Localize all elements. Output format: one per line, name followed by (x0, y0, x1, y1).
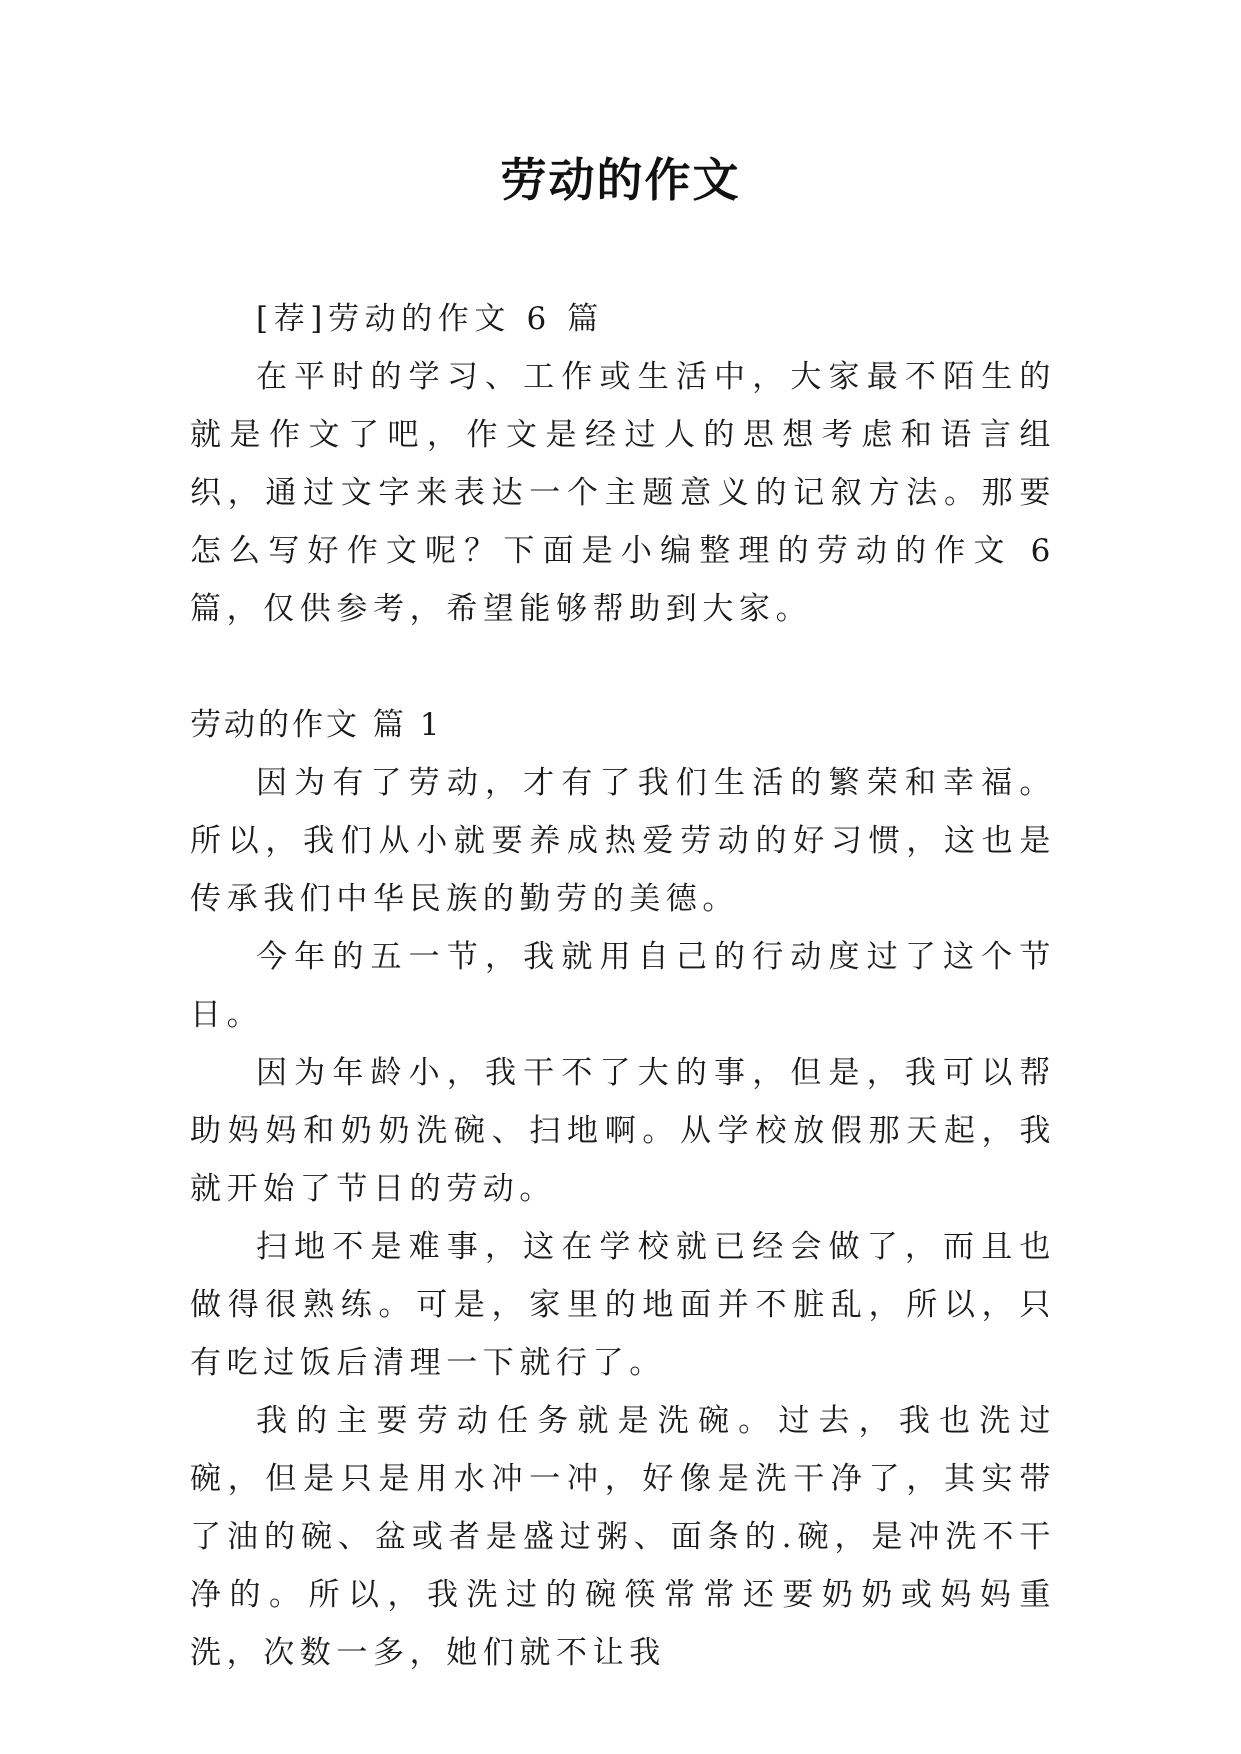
body-paragraph: 我的主要劳动任务就是洗碗。过去，我也洗过碗，但是只是用水冲一冲，好像是洗干净了，其实带了油的碗、盆或者是盛过粥、面条的.碗，是冲洗不干净的。所以，我洗过的碗筷常常还要奶奶或妈妈重洗，次数一多，她们就不让我 (190, 1403, 1056, 1671)
section-heading: 劳动的作文 篇 1 (190, 707, 443, 743)
body-paragraph: 今年的五一节，我就用自己的行动度过了这个节日。 (190, 939, 1056, 1033)
body-paragraph: 因为年龄小，我干不了大的事，但是，我可以帮助妈妈和奶奶洗碗、扫地啊。从学校放假那天起，我就开始了节日的劳动。 (190, 1055, 1056, 1207)
body-paragraph: 扫地不是难事，这在学校就已经会做了，而且也做得很熟练。可是，家里的地面并不脏乱，所以，只有吃过饭后清理一下就行了。 (190, 1229, 1056, 1381)
document-body (190, 290, 1056, 1682)
document-subtitle: [荐]劳动的作文 6 篇 (256, 301, 604, 337)
body-paragraph: 因为有了劳动，才有了我们生活的繁荣和幸福。所以，我们从小就要养成热爱劳动的好习惯，这也是传承我们中华民族的勤劳的美德。 (190, 765, 1056, 917)
document-title: 劳动的作文 (500, 153, 741, 207)
intro-paragraph: 在平时的学习、工作或生活中，大家最不陌生的就是作文了吧，作文是经过人的思想考虑和语言组织，通过文字来表达一个主题意义的记叙方法。那要怎么写好作文呢？下面是小编整理的劳动的作文 6 篇，仅供参考，希望能够帮助到大家。 (190, 359, 1056, 627)
